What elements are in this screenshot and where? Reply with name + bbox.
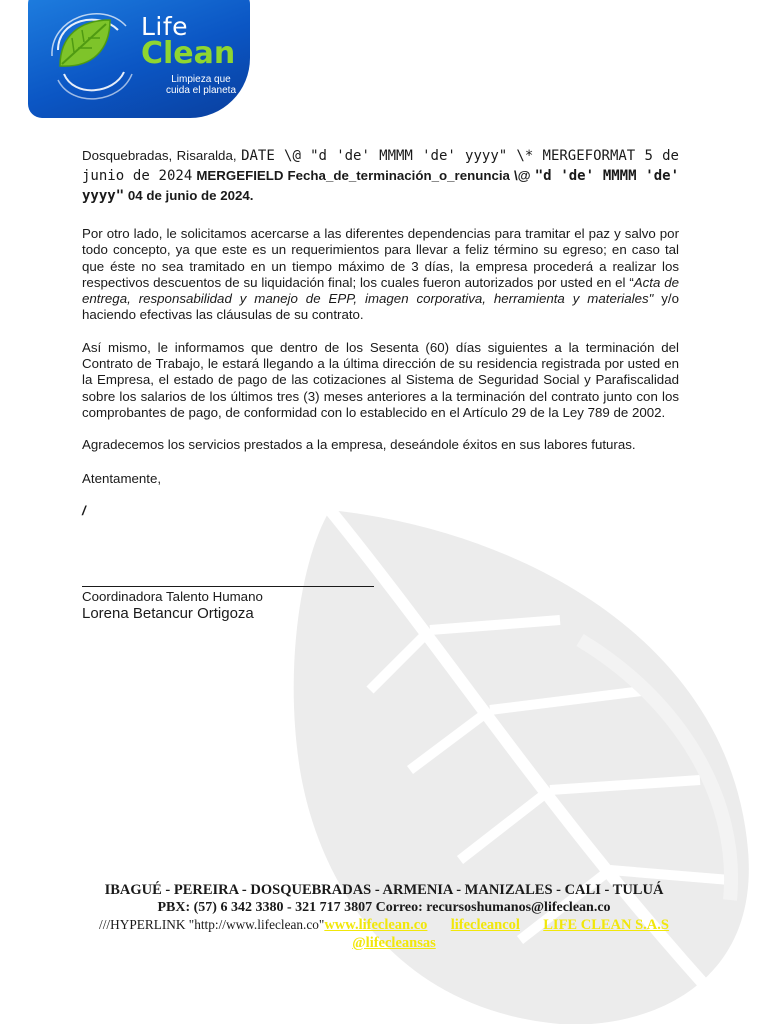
leaf-icon bbox=[56, 16, 114, 72]
logo-clean-text: Clean bbox=[141, 36, 236, 71]
merge-field-format: "d 'de' MMMM 'de' yyyy" bbox=[82, 168, 680, 204]
logo-tagline bbox=[146, 74, 256, 96]
signature-placeholder: / bbox=[82, 502, 86, 518]
signature-role: Coordinadora Talento Humano bbox=[82, 589, 263, 604]
social-link-lifecleancol[interactable]: lifecleancol bbox=[450, 917, 520, 933]
signature-line bbox=[82, 586, 374, 587]
letter-footer bbox=[82, 882, 686, 952]
hyperlink-code: ///HYPERLINK "http://www.lifeclean.co" bbox=[99, 917, 325, 932]
paragraph-1-italic: Acta de entrega, responsabilidad y manejo de EPP, imagen corporativa, herramienta y materiales" bbox=[82, 274, 680, 307]
footer-cities: IBAGUÉ - PEREIRA - DOSQUEBRADAS - ARMENIA - MANIZALES - CALI - TULUÁ bbox=[104, 882, 664, 898]
footer-contact: PBX: (57) 6 342 3380 - 321 717 3807 Correo: recursoshumanos@lifeclean.co bbox=[157, 900, 611, 915]
website-link[interactable]: www.lifeclean.co bbox=[324, 917, 428, 933]
logo-life-text: Life bbox=[141, 12, 189, 41]
company-logo bbox=[28, 0, 250, 118]
social-link-lifecleansas[interactable]: @lifecleansas bbox=[352, 935, 436, 951]
footer-links bbox=[82, 916, 686, 952]
paragraph-1-end: y/o haciendo efectivas las cláusulas de su contrato. bbox=[82, 291, 679, 323]
date-field-code: DATE \@ "d 'de' MMMM 'de' yyyy" \* MERGEFORMAT 5 de junio de 2024 bbox=[82, 148, 679, 184]
paragraph-1-start: Por otro lado, le solicitamos acercarse a las diferentes dependencias para tramitar el paz y salvo por todo concepto, ya que este es un requerimientos para llevar a feliz término su egreso; en caso tal que éste no sea tramitado en un tiempo máximo de 3 días, la empresa procederá a realizar los respectivos descuentos de su liquidación final; los cuales fueron autorizados por usted en el “ bbox=[82, 226, 679, 290]
date-prefix: Dosquebradas, Risaralda, bbox=[82, 148, 237, 163]
merge-field-code: MERGEFIELD Fecha_de_terminación_o_renuncia \@ bbox=[196, 168, 531, 183]
social-link-life-clean-sas[interactable]: LIFE CLEAN S.A.S bbox=[543, 917, 669, 933]
date-line bbox=[82, 146, 679, 206]
paragraph-paz-y-salvo bbox=[82, 226, 679, 324]
closing-text: Atentamente, bbox=[82, 470, 162, 486]
termination-date-value: 04 de junio de 2024. bbox=[127, 188, 254, 203]
paragraph-seguridad-social: Así mismo, le informamos que dentro de los Sesenta (60) días siguientes a la terminación del Contrato de Trabajo, le estará llegando a la última dirección de su residencia registrada por usted en la Empresa, el estado de pago de las cotizaciones al Sistema de Seguridad Social y Parafiscalidad sobre los salarios de los últimos tres (3) meses anteriores a la terminación del contrato junto con los comprobantes de pago, de conformidad con lo establecido en el Artículo 29 de la Ley 789 de 2002. bbox=[82, 339, 679, 420]
logo-tagline-line1: Limpieza que bbox=[171, 74, 231, 85]
letter-body bbox=[82, 146, 679, 519]
logo-tagline-line2: cuida el planeta bbox=[165, 85, 237, 96]
signature-name: Lorena Betancur Ortigoza bbox=[82, 605, 254, 622]
paragraph-agradecimiento: Agradecemos los servicios prestados a la empresa, deseándole éxitos en sus labores futuras. bbox=[82, 437, 636, 453]
